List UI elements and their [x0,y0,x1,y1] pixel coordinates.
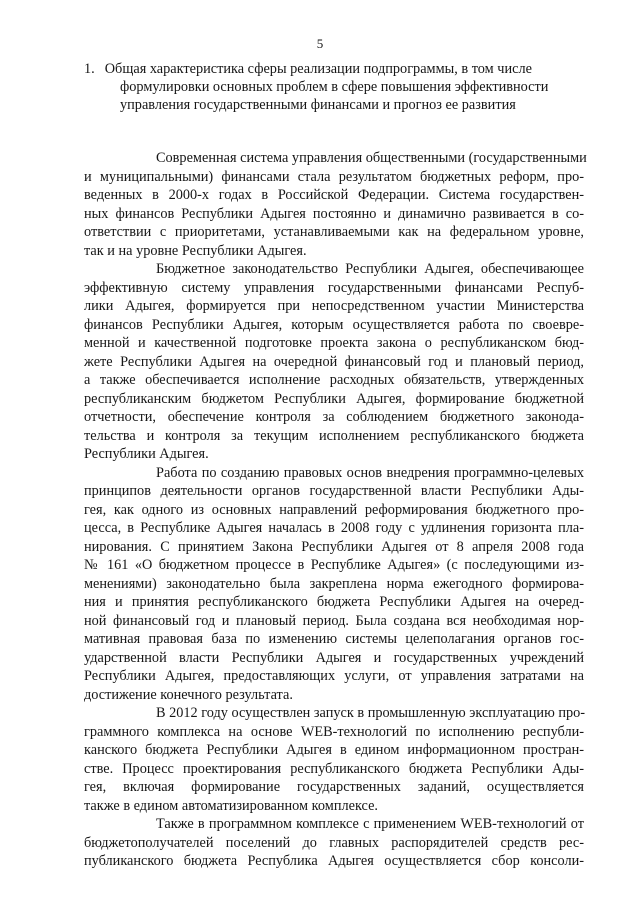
paragraph [84,260,584,464]
paragraph-line: ной финансовый год и плановый период. Была создана вся необходимая нор- [84,612,584,629]
paragraph-line: граммного комплекса на основе WEB-технологий по исполнению республи- [84,723,584,740]
paragraph-line: также в едином автоматизированном комплексе. [84,797,378,814]
paragraph-line: лики Адыгея, формируется при непосредственном участии Министерства [84,298,584,314]
paragraph-line: ных финансов Республики Адыгея постоянно и динамично развивается в со- [84,205,584,222]
paragraph-line: эффективную систему управления государственными финансами Респуб- [84,279,584,296]
paragraph-line: так и на уровне Республики Адыгея. [84,242,307,259]
heading-line: формулировки основных проблем в сфере повышения эффективности [120,79,549,95]
paragraph-line: и муниципальными) финансами стала результатом бюджетных реформ, про- [84,168,584,185]
paragraph-line: публиканского бюджета Республика Адыгея осуществляется сбор консоли- [84,853,584,869]
paragraph-line: достижение конечного результата. [84,686,293,703]
body-text [84,149,587,871]
paragraph-line: мативная правовая база по изменению системы целеполагания органов гос- [84,631,584,647]
paragraph-line: бюджетополучателей поселений до главных распорядителей средств рес- [84,834,584,851]
paragraph-line: ния и принятия республиканского бюджета Республики Адыгея на очеред- [84,594,584,610]
paragraph-line: В 2012 году осуществлен запуск в промышленную эксплуатацию про- [156,705,586,721]
paragraph-line: финансов Республики Адыгея, которым осуществляется работа по своевре- [84,316,584,333]
heading-number: 1. [84,61,95,77]
paragraph-line: Также в программном комплексе с применением WEB-технологий от [156,816,584,832]
paragraph-line: Республики Адыгея, предоставляющих услуги, от управления затратами на [84,668,584,684]
section-heading [84,60,584,114]
page-number: 5 [316,36,324,51]
paragraph-line: веденных в 2000-х годах в Российской Федерации. Система государствен- [84,187,584,203]
paragraph-line: Работа по созданию правовых основ внедрения программно-целевых [156,464,584,481]
paragraph-line: цесса, в Республике Адыгея началась в 2008 году с удлинения горизонта пла- [84,520,584,536]
paragraph-line: гея, как одного из основных направлений реформирования бюджетного про- [84,501,584,518]
paragraph-line: гея, включая формирование государственных заданий, осуществляется [84,779,584,795]
paragraph-line: ответствии с приоритетами, устанавливаемыми как на федеральном уровне, [84,224,584,240]
paragraph-line: Бюджетное законодательство Республики Адыгея, обеспечивающее [156,261,584,277]
paragraph-line: менениями) законодательно была закреплена норма ежегодного формирова- [84,575,584,592]
paragraph-line: ударственной власти Республики Адыгея и государственных учреждений [84,649,584,666]
paragraph-line: № 161 «О бюджетном процессе в Республике Адыгея» (с последующими из- [84,557,584,573]
heading-line: управления государственными финансами и прогноз ее развития [120,97,516,113]
paragraph-line: жете Республики Адыгея на очередной финансовый год и плановый период, [84,353,584,370]
paragraph-line: республиканским бюджетом Республики Адыгея, формирование бюджетной [84,390,584,407]
heading-line-text: Общая характеристика сферы реализации подпрограммы, в том числе [104,61,532,77]
paragraph [84,704,584,815]
paragraph-line: стве. Процесс проектирования республиканского бюджета Республики Ады- [84,760,584,777]
paragraph-line: нирования. С принятием Закона Республики Адыгея от 8 апреля 2008 года [84,538,584,555]
paragraph-line: тельства и контроля за текущим исполнением республиканского бюджета [84,427,584,444]
heading-line [84,60,584,78]
paragraph-line: канского бюджета Республики Адыгея в едином информационном простран- [84,742,584,758]
paragraph-line: Современная система управления общественными (государственными [156,150,587,166]
paragraph [84,815,584,871]
paragraph [84,464,584,705]
paragraph [84,149,587,260]
paragraph-line: Республики Адыгея. [84,446,209,462]
paragraph-line: принципов деятельности органов государственной власти Республики Ады- [84,483,584,499]
paragraph-line: менной и качественной подготовке проекта закона о республиканском бюд- [84,335,584,351]
paragraph-line: а также обеспечивается исполнение расходных обязательств, утвержденных [84,372,584,388]
paragraph-line: отчетности, обеспечение контроля за соблюдением бюджетного законода- [84,409,584,425]
